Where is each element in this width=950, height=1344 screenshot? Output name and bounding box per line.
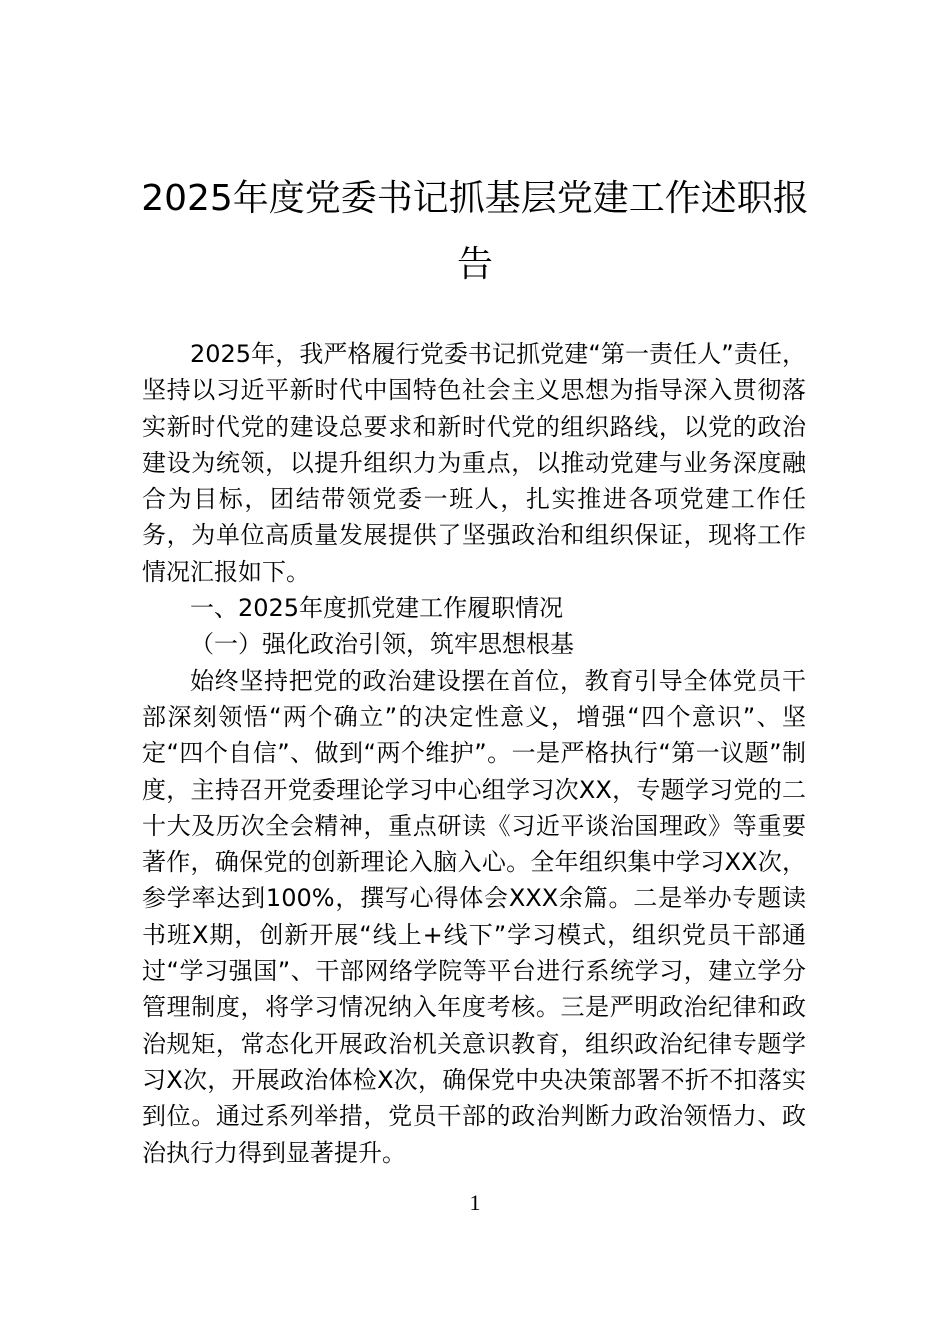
body-paragraph: 始终坚持把党的政治建设摆在首位，教育引导全体党员干部深刻领悟“两个确立”的决定性意义，增强“四个意识”、坚定“四个自信”、做到“两个维护”。一是严格执行“第一议题”制度，主持召开党委理论学习中心组学习次XX，专题学习党的二十大及历次全会精神，重点研读《习近平谈治国理政》等重要著作，确保党的创新理论入脑入心。全年组织集中学习XX次，参学率达到100%，撰写心得体会XXX余篇。二是举办专题读书班X期，创新开展“线上+线下”学习模式，组织党员干部通过“学习强国”、干部网络学院等平台进行系统学习，建立学分管理制度，将学习情况纳入年度考核。三是严明政治纪律和政治规矩，常态化开展政治机关意识教育，组织政治纪律专题学习X次，开展政治体检X次，确保党中央决策部署不折不扣落实到位。通过系列举措，党员干部的政治判断力政治领悟力、政治执行力得到显著提升。 xyxy=(142,666,806,1167)
page-number: 1 xyxy=(469,1190,481,1215)
section-heading: 一、2025年度抓党建工作履职情况 xyxy=(190,594,564,623)
document-title: 2025年度党委书记抓基层党建工作述职报告 xyxy=(141,178,809,285)
document-body xyxy=(142,336,806,1171)
intro-paragraph: 2025年，我严格履行党委书记抓党建“第一责任人”责任，坚持以习近平新时代中国特色社会主义思想为指导深入贯彻落实新时代党的建设总要求和新时代党的组织路线，以党的政治建设为统领，以提升组织力为重点，以推动党建与业务深度融合为目标，团结带领党委一班人，扎实推进各项党建工作任务，为单位高质量发展提供了坚强政治和组织保证，现将工作情况汇报如下。 xyxy=(142,340,806,586)
subsection-heading: （一）强化政治引领，筑牢思想根基 xyxy=(190,630,574,659)
